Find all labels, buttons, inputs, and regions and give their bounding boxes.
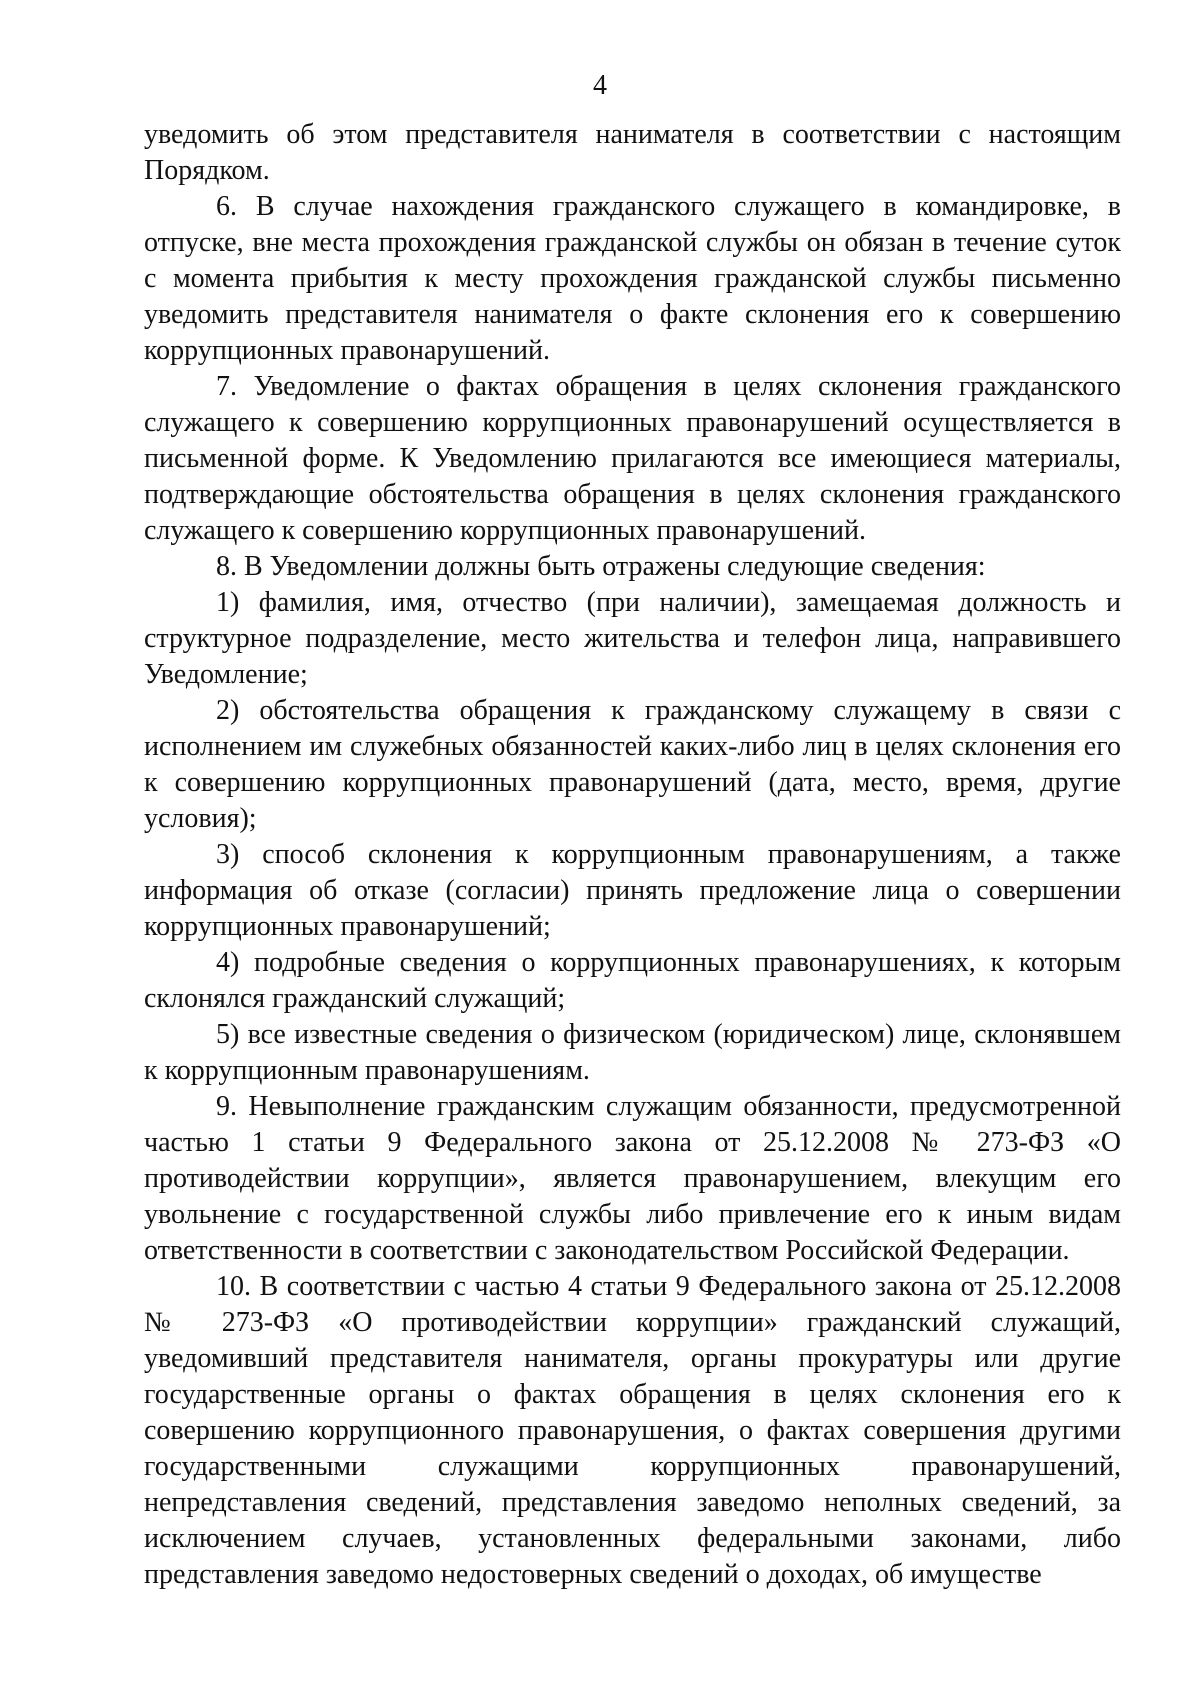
paragraph-9: 9. Невыполнение гражданским служащим обязанности, предусмотренной частью 1 статьи 9 Федерального закона от 25.12.2008 № 273-ФЗ «О противодействии коррупции», является правонарушением, влекущим его увольнение с государственной службы либо привлечение его к иным видам ответственности в соответствии с законодательством Российской Федерации.	[144, 1091, 1121, 1266]
list-item-3: 3) способ склонения к коррупционным правонарушениям, а также информация об отказе (согласии) принять предложение лица о совершении коррупционных правонарушений;	[144, 839, 1121, 942]
list-item-2: 2) обстоятельства обращения к гражданскому служащему в связи с исполнением им служебных обязанностей каких-либо лиц в целях склонения его к совершению коррупционных правонарушений (дата, место, время, другие условия);	[144, 695, 1121, 834]
list-item-5: 5) все известные сведения о физическом (юридическом) лице, склонявшем к коррупционным правонарушениям.	[144, 1019, 1121, 1086]
page-number: 4	[593, 70, 607, 101]
list-item-1: 1) фамилия, имя, отчество (при наличии), замещаемая должность и структурное подразделение, место жительства и телефон лица, направившего Уведомление;	[144, 587, 1121, 690]
paragraph-7: 7. Уведомление о фактах обращения в целях склонения гражданского служащего к совершению коррупционных правонарушений осуществляется в письменной форме. К Уведомлению прилагаются все имеющиеся материалы, подтверждающие обстоятельства обращения в целях склонения гражданского служащего к совершению коррупционных правонарушений.	[144, 371, 1121, 546]
paragraph-6: 6. В случае нахождения гражданского служащего в командировке, в отпуске, вне места прохождения гражданской службы он обязан в течение суток с момента прибытия к месту прохождения гражданской службы письменно уведомить представителя нанимателя о факте склонения его к совершению коррупционных правонарушений.	[144, 191, 1121, 366]
paragraph-8: 8. В Уведомлении должны быть отражены следующие сведения:	[216, 551, 986, 582]
document-body	[144, 117, 1121, 1593]
paragraph-continuation: уведомить об этом представителя нанимателя в соответствии с настоящим Порядком.	[144, 119, 1121, 186]
list-item-4: 4) подробные сведения о коррупционных правонарушениях, к которым склонялся гражданский служащий;	[144, 947, 1121, 1014]
paragraph-10: 10. В соответствии с частью 4 статьи 9 Федерального закона от 25.12.2008 № 273-ФЗ «О противодействии коррупции» гражданский служащий, уведомивший представителя нанимателя, органы прокуратуры или другие государственные органы о фактах обращения в целях склонения его к совершению коррупционного правонарушения, о фактах совершения другими государственными служащими коррупционных правонарушений, непредставления сведений, представления заведомо неполных сведений, за исключением случаев, установленных федеральными законами, либо представления заведомо недостоверных сведений о доходах, об имуществе	[144, 1271, 1121, 1590]
